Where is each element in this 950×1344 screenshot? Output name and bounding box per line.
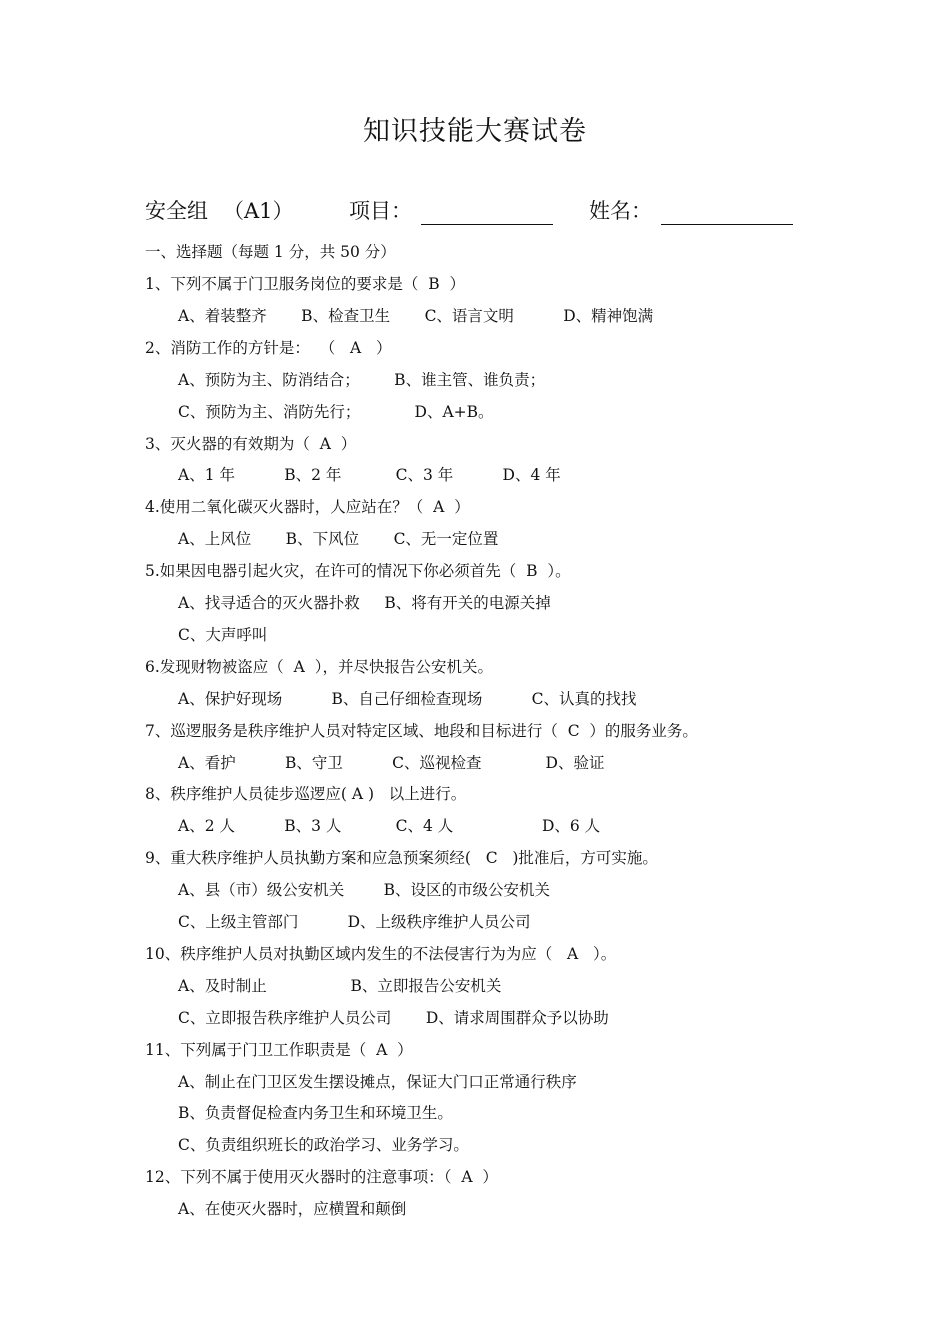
question-text: 3、灭火器的有效期为（ A ） [145,434,357,453]
answer-options: A、制止在门卫区发生摆设摊点，保证大门口正常通行秩序 [178,1072,577,1091]
question-text: 9、重大秩序维护人员执勤方案和应急预案须经( C )批准后，方可实施。 [145,849,658,868]
group-label: 安全组 [145,199,208,223]
name-label: 姓名： [589,199,652,223]
exam-header [145,193,805,229]
project-blank-field[interactable] [421,224,553,225]
question-text: 7、巡逻服务是秩序维护人员对特定区域、地段和目标进行（ C ）的服务业务。 [145,721,698,740]
answer-options: C、上级主管部门 D、上级秩序维护人员公司 [178,913,531,931]
section-heading: 一、选择题（每题 1 分，共 50 分） [145,243,396,261]
answer-options: A、县（市）级公安机关 B、设区的市级公安机关 [178,881,551,900]
question-text: 8、秩序维护人员徒步巡逻应( A ) 以上进行。 [145,785,467,804]
answer-options: A、着装整齐 B、检查卫生 C、语言文明 D、精神饱满 [178,306,654,325]
answer-options: A、看护 B、守卫 C、巡视检查 D、验证 [178,753,605,772]
answer-options: A、在使灭火器时，应横置和颠倒 [178,1200,407,1219]
question-text: 1、下列不属于门卫服务岗位的要求是（ B ） [145,275,465,293]
paper-code: （A1） [223,199,294,223]
name-blank-field[interactable] [661,224,793,225]
answer-options: A、找寻适合的灭火器扑救 B、将有开关的电源关掉 [178,594,551,612]
question-text: 2、消防工作的方针是： （ A ） [145,338,392,357]
answer-options: A、上风位 B、下风位 C、无一定位置 [178,530,499,549]
project-label: 项目： [349,199,412,223]
answer-options: A、1 年 B、2 年 C、3 年 D、4 年 [178,466,561,485]
question-text: 5.如果因电器引起火灾，在许可的情况下你必须首先（ B ）。 [145,562,571,581]
question-text: 4.使用二氧化碳灭火器时，人应站在？（ A ） [145,498,470,517]
answer-options: C、预防为主、消防先行； D、A+B。 [178,402,494,421]
answer-options: A、预防为主、防消结合； B、谁主管、谁负责； [178,370,546,389]
answer-options: A、及时制止 B、立即报告公安机关 [178,976,502,995]
answer-options: B、负责督促检查内务卫生和环境卫生。 [178,1104,453,1123]
answer-options: A、保护好现场 B、自己仔细检查现场 C、认真的找找 [178,689,637,708]
question-text: 6.发现财物被盗应（ A ），并尽快报告公安机关。 [145,657,493,676]
answer-options: C、立即报告秩序维护人员公司 D、请求周围群众予以协助 [178,1008,609,1027]
question-text: 11、下列属于门卫工作职责是（ A ） [145,1040,413,1059]
question-text: 12、下列不属于使用灭火器时的注意事项：（ A ） [145,1168,498,1187]
answer-options: C、负责组织班长的政治学习、业务学习。 [178,1136,469,1155]
answer-options: A、2 人 B、3 人 C、4 人 D、6 人 [178,817,601,836]
page-title: 知识技能大赛试卷 [363,116,587,147]
answer-options: C、大声呼叫 [178,625,268,644]
question-text: 10、秩序维护人员对执勤区域内发生的不法侵害行为为应（ A ）。 [145,944,617,963]
